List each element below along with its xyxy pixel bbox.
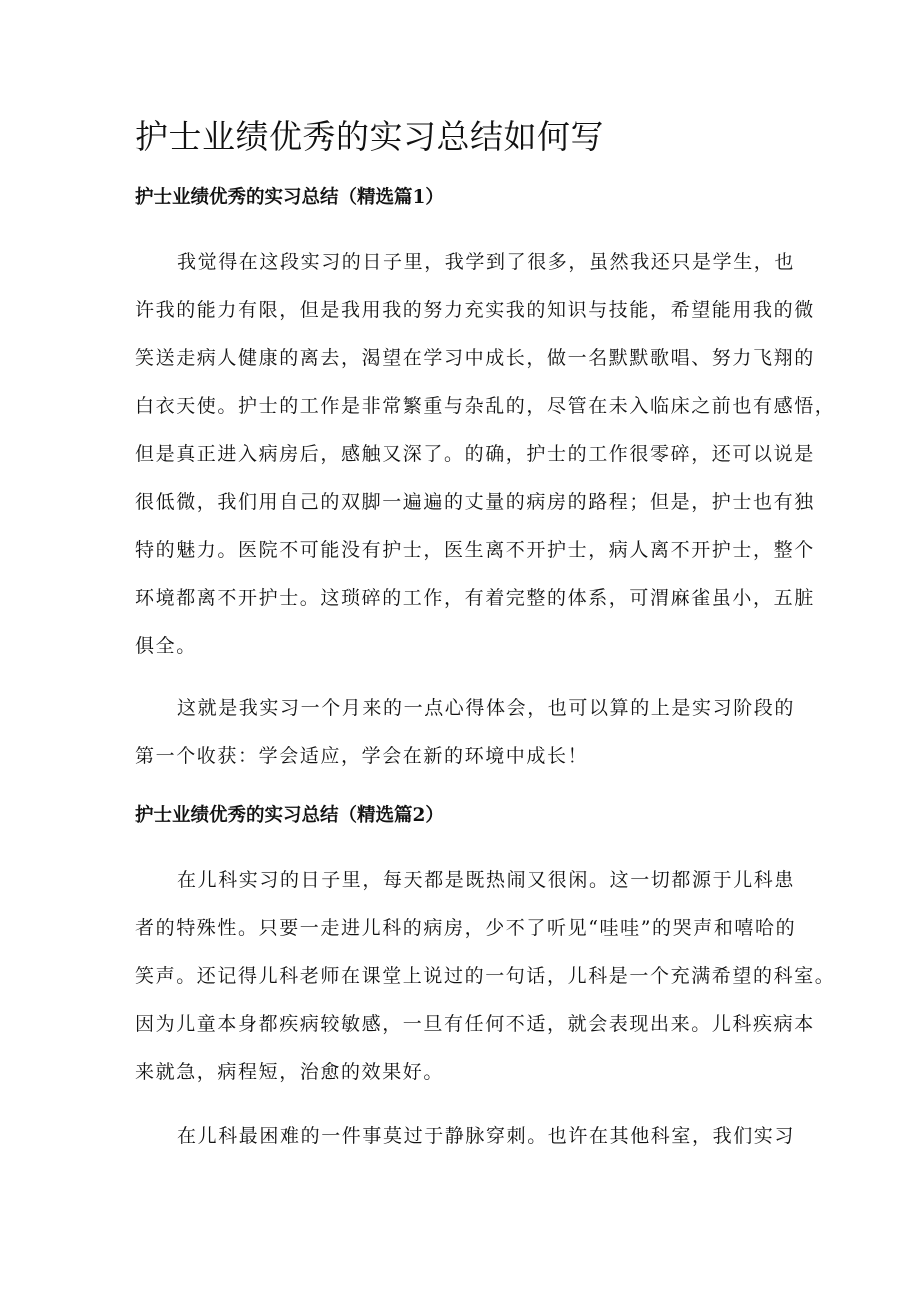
paragraph-line: 笑送走病人健康的离去，渴望在学习中成长，做一名默默歌唱、努力飞翔的	[135, 347, 815, 369]
paragraph-line: 环境都离不开护士。这琐碎的工作，有着完整的体系，可渭麻雀虽小，五脏	[135, 587, 815, 609]
paragraph-2-1	[135, 856, 836, 1096]
paragraph-line: 笑声。还记得儿科老师在课堂上说过的一句话，儿科是一个充满希望的科室。	[135, 965, 836, 987]
paragraph-line: 特的魅力。医院不可能没有护士，医生离不开护士，病人离不开护士，整个	[135, 539, 815, 561]
paragraph-1-1	[135, 238, 836, 670]
paragraph-1-2	[135, 684, 796, 780]
paragraph-line: 在儿科实习的日子里，每天都是既热闹又很闲。这一切都源于儿科患	[177, 869, 796, 891]
paragraph-line: 我觉得在这段实习的日子里，我学到了很多，虽然我还只是学生，也	[177, 251, 796, 273]
paragraph-line: 俱全。	[135, 635, 197, 657]
section-heading-1: 护士业绩优秀的实习总结（精选篇1）	[135, 187, 444, 208]
paragraph-line: 来就急，病程短，治愈的效果好。	[135, 1061, 445, 1083]
document-title: 护士业绩优秀的实习总结如何写	[135, 117, 604, 156]
paragraph-line: 这就是我实习一个月来的一点心得体会，也可以算的上是实习阶段的	[177, 697, 796, 719]
paragraph-line: 白衣天使。护士的工作是非常繁重与杂乱的，尽管在未入临床之前也有感悟，	[135, 395, 836, 417]
paragraph-line: 很低微，我们用自己的双脚一遍遍的丈量的病房的路程；但是，护士也有独	[135, 491, 815, 513]
paragraph-line: 第一个收获：学会适应，学会在新的环境中成长！	[135, 745, 589, 767]
paragraph-2-2	[135, 1112, 796, 1160]
paragraph-line: 者的特殊性。只要一走进儿科的病房，少不了听见“哇哇”的哭声和嘻哈的	[135, 917, 797, 939]
section-heading-2: 护士业绩优秀的实习总结（精选篇2）	[135, 805, 444, 826]
paragraph-line: 在儿科最困难的一件事莫过于静脉穿刺。也许在其他科室，我们实习	[177, 1125, 796, 1147]
paragraph-line: 但是真正进入病房后，感触又深了。的确，护士的工作很零碎，还可以说是	[135, 443, 815, 465]
paragraph-line: 因为儿童本身都疾病较敏感，一旦有任何不适，就会表现出来。儿科疾病本	[135, 1013, 815, 1035]
paragraph-line: 许我的能力有限，但是我用我的努力充实我的知识与技能，希望能用我的微	[135, 299, 815, 321]
